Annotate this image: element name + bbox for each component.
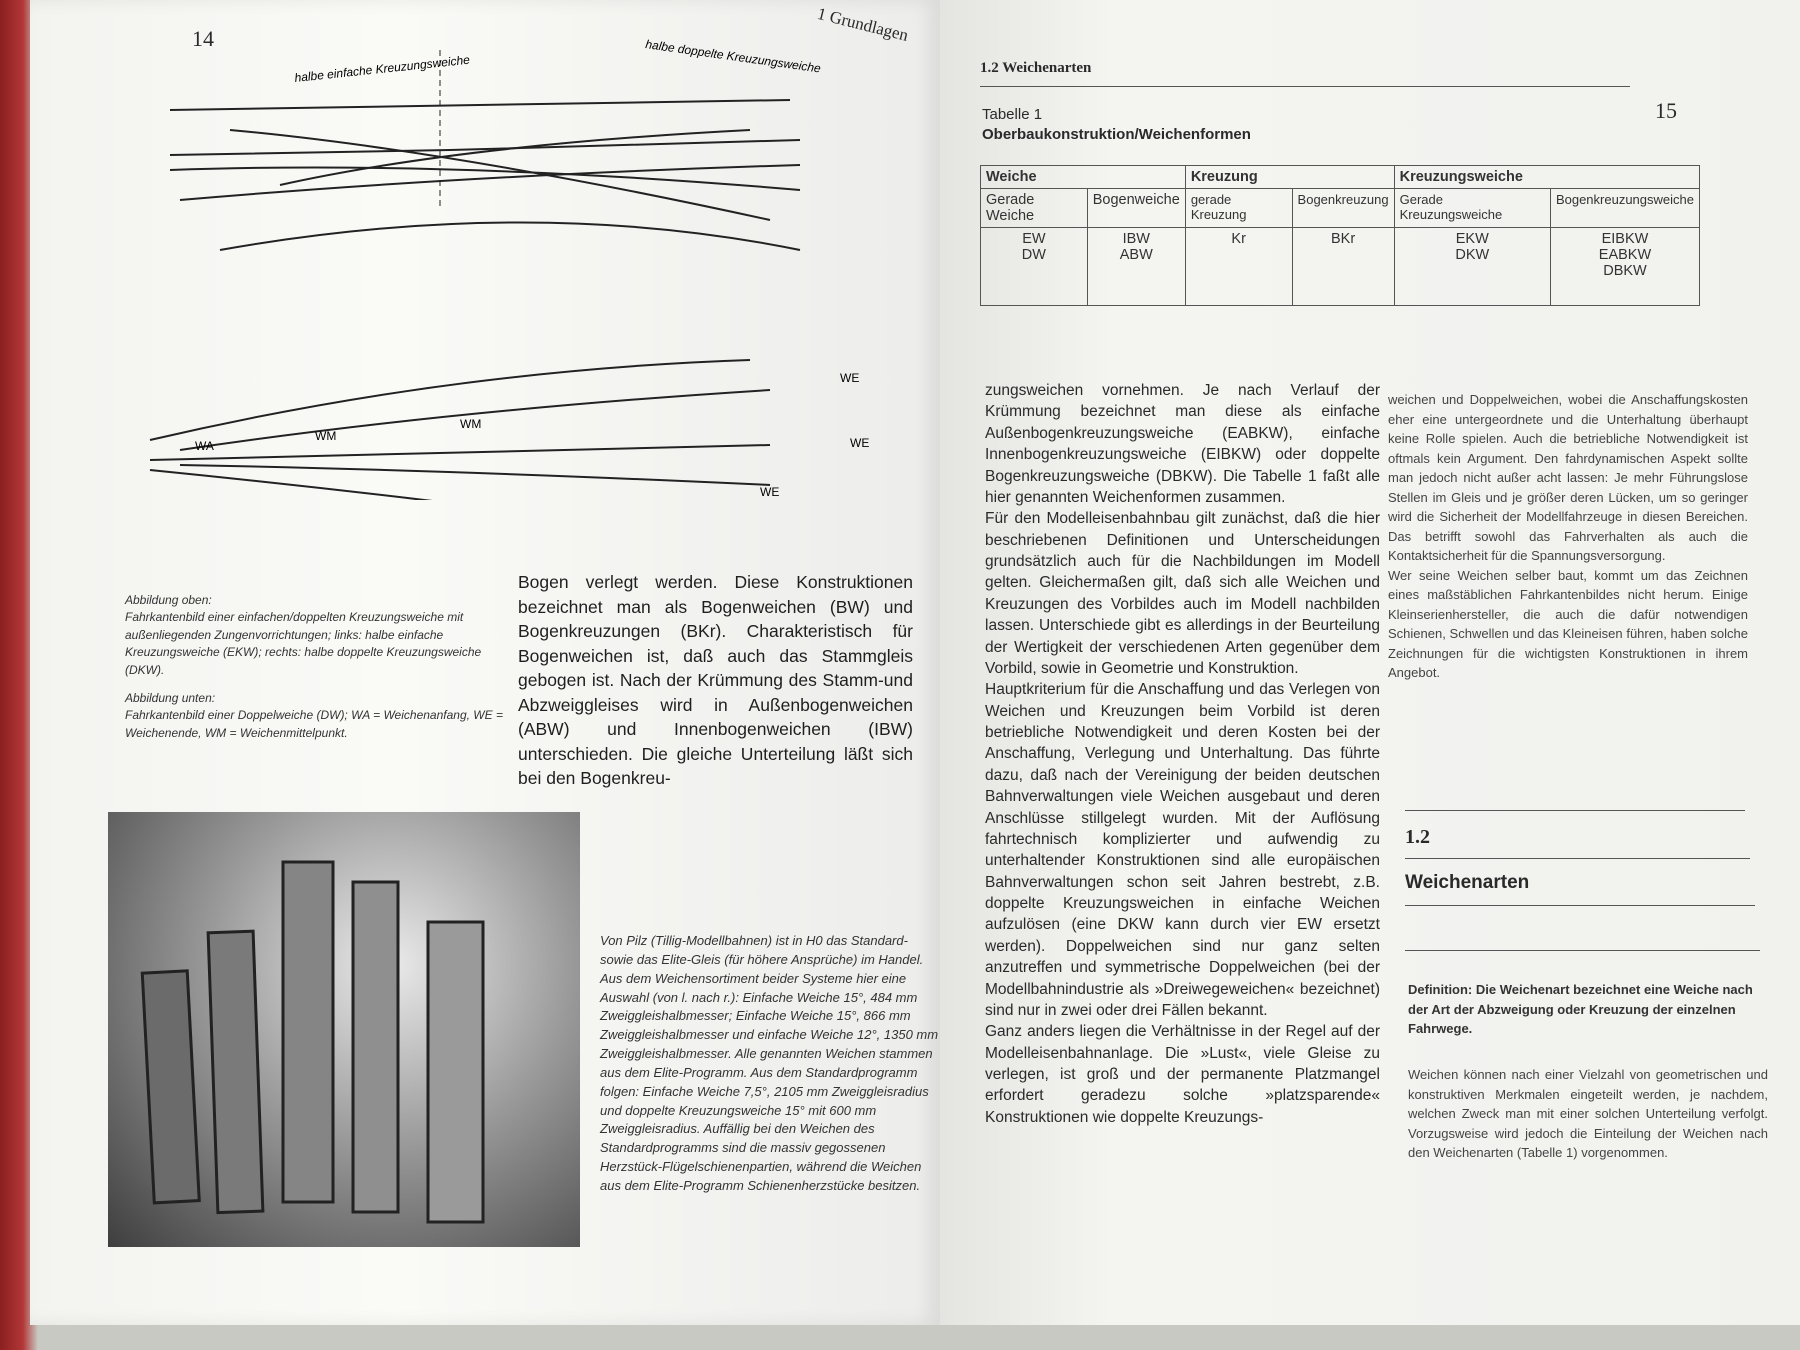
table-subheader: Gerade Weiche — [981, 189, 1088, 228]
table-subheader: Bogenkreuzungsweiche — [1550, 189, 1699, 228]
figure-label-wa: WA — [195, 439, 214, 453]
figure-label-wm: WM — [315, 429, 337, 443]
caption-bottom-text: Fahrkantenbild einer Doppelweiche (DW); WA = Weichenanfang, WE = Weichenende, WM = Weichenmittelpunkt. — [125, 708, 503, 740]
section-number: 1.2 — [1405, 826, 1430, 848]
running-head-right: 1.2 Weichenarten — [980, 60, 1092, 76]
section-body-text: Weichen können nach einer Vielzahl von geometrischen und konstruktiven Merkmalen eingeteilt werden, je nachdem, welchen Zweck man mit einer solchen Unterteilung verfolgt. Vorzugsweise wird jedoch die Einteilung der Weichen nach den Weichenarten (Tabelle 1) vorgenommen. — [1408, 1067, 1768, 1160]
track-edge — [150, 445, 770, 460]
photo-caption: Von Pilz (Tillig-Modellbahnen) ist in H0 das Standard- sowie das Elite-Gleis (für höhere Ansprüche) im Handel. Aus dem Weichensortiment beider Systeme hier eine Auswahl (von l. nach r.): Einfache Weiche 15°, 484 mm Zweiggleishalbmesser; Einfache Weiche 15°, 866 mm Zweiggleishalbmesser und einfache Weiche 12°, 1350 mm Zweiggleishalbmesser. Alle genannten Weichen stammen aus dem Elite-Programm. Aus dem Standardprogramm folgen: Einfache Weiche 7,5°, 2105 mm Zweiggleisradius und doppelte Kreuzungsweiche 15° mit 600 mm Zweiggleisradius. Auffällig bei den Weichen des Standardprogramms sind die massiv gegossenen Herzstück-Flügelschienenpartien, während die Weichen aus dem Elite-Programm Schienenherzstücke besitzen. — [600, 933, 939, 1193]
section-rule — [1405, 858, 1750, 859]
table-weichenformen — [980, 165, 1700, 306]
page-number-left: 14 — [192, 26, 214, 51]
figure-crossing-switch — [30, 0, 940, 500]
track-edge — [220, 223, 800, 251]
running-head-left: 1 Grundlagen — [815, 4, 911, 45]
turnout-model — [283, 862, 333, 1202]
table-subheader: gerade Kreuzung — [1185, 189, 1292, 228]
left-body-text: Bogen verlegt werden. Diese Konstruktionen bezeichnet man als Bogenweichen (BW) und Bogenkreuzungen (BKr). Charakteristisch für Bogenweichen ist, daß auch das Stammgleis gebogen ist. Nach der Krümmung des Stamm-und Abzweiggleises wird in Außenbogenweichen (ABW) und Innenbogenweichen (IBW) unterschieden. Die gleiche Unterteilung läßt sich bei den Bogenkreu- — [518, 572, 913, 788]
right-column-1-text: zungsweichen vornehmen. Je nach Verlauf der Krümmung bezeichnet man diese als einfache Außenbogenkreuzungsweiche (EABKW), einfache Innenbogenkreuzungsweiche (EIBKW) oder doppelte Bogenkreuzungsweiche (DBKW). Die Tabelle 1 faßt alle hier genannten Weichenformen zusammen. Für den Modelleisenbahnbau gilt zunächst, daß die hier beschriebenen Definitionen und Unterscheidungen grundsätzlich auch für die Nachbildungen im Modell gelten. Gleichermaßen gilt, daß sich alle Weichen und Kreuzungen des Vorbildes auch im Modell nachbilden lassen. Unterschiede gibt es allerdings in der Beurteilung der Wertigkeit der verschiedenen Arten gegenüber dem Vorbild, sowie in Geometrie und Konstruktion. Hauptkriterium für die Anschaffung und das Verlegen von Weichen und Kreuzungen beim Vorbild ist deren betriebliche Notwendigkeit und deren Kosten bei der Anschaffung, Verlegung und Unterhaltung. Das führte dazu, daß nach der Vereinigung der beiden deutschen Bahnverwaltungen viele Weichen ausgebaut und deren Anschlüsse stillgelegt wurden. Mit der Auflösung fahrtechnisch komplizierter und aufwendig zu unterhaltender Konstruktionen sind alle europäischen Bahnverwaltungen schon seit Jahren bestrebt, z.B. doppelte Kreuzungsweichen in einfache Weichen aufzulösen (eine DKW kann durch vier EW ersetzt werden). Doppelweichen sind nur ganz selten anzutreffen und symmetrische Doppelweichen (bei der Modellbahnindustrie als »Dreiwegeweichen« bezeichnet) sind nur in zwei oder drei Fällen bekannt. Ganz anders liegen die Verhältnisse in der Regel auf der Modelleisenbahnanlage. Die »Lust«, viele Gleise zu verlegen, ist groß und der permanente Platzmangel erfordert geradezu solche »platzsparende« Konstruktionen wie doppelte Kreuzungs- — [985, 382, 1380, 1126]
product-photo — [108, 812, 580, 1247]
page-number-right: 15 — [1655, 98, 1677, 123]
figure-label-wm: WM — [460, 417, 482, 431]
table-group-header: Kreuzung — [1185, 166, 1394, 189]
caption-bottom-title: Abbildung unten: — [125, 691, 216, 705]
figure-label-we: WE — [760, 485, 780, 499]
right-column-2-text: weichen und Doppelweichen, wobei die Anschaffungskosten eher eine untergeordnete und die Unterhaltung überhaupt keine Rolle spielen. Auch die betriebliche Notwendigkeit ist oftmals kein Argument. Den fahrdynamischen Aspekt sollte man jedoch nicht außer acht lassen: Je mehr Führungslose Stellen im Gleis und je größer deren Lücken, um so geringer wird die Sicherheit der Modellfahrzeuge in diesen Bereichen. Das betrifft sowohl das Fahrverhalten als auch die Kontaktsicherheit für die Spannungsversorgung. Wer seine Weichen selber baut, kommt um das Zeichnen eines maßstäblichen Fahrkantenbildes nicht herum. Einige Kleinserienhersteller, die auch die dafür notwendigen Schienen, Schwellen und das Kleineisen führen, haben solche Zeichnungen für die wichtigsten Konstruktionen in ihrem Angebot. — [1388, 392, 1748, 680]
section-rule — [1405, 950, 1760, 951]
section-title: Weichenarten — [1405, 872, 1530, 893]
table-title: Oberbaukonstruktion/Weichenformen — [982, 126, 1251, 143]
track-edge — [150, 470, 730, 500]
table-cell: EIBKW EABKW DBKW — [1550, 228, 1699, 306]
table-cell: EKW DKW — [1394, 228, 1550, 306]
definition-text: Definition: Die Weichenart bezeichnet eine Weiche nach der Art der Abzweigung oder Kreuzung der einzelnen Fahrwege. — [1408, 982, 1753, 1036]
table-subheader: Bogenweiche — [1087, 189, 1185, 228]
figure-label-we: WE — [840, 371, 860, 385]
figure-dimension-line — [170, 100, 790, 110]
turnout-model — [208, 931, 263, 1212]
table-cell: Kr — [1185, 228, 1292, 306]
section-rule — [1405, 810, 1745, 811]
table-group-header: Weiche — [981, 166, 1186, 189]
table-subheader: Gerade Kreuzungsweiche — [1394, 189, 1550, 228]
figure-label-left: halbe einfache Kreuzungsweiche — [293, 52, 471, 85]
left-page — [30, 0, 940, 1325]
caption-top-title: Abbildung oben: — [125, 593, 212, 607]
table-label: Tabelle 1 — [982, 106, 1043, 123]
turnout-model — [353, 882, 398, 1212]
table-group-header: Kreuzungsweiche — [1394, 166, 1699, 189]
figure-label-right: halbe doppelte Kreuzungsweiche — [644, 37, 822, 76]
caption-top-text: Fahrkantenbild einer einfachen/doppelten Kreuzungsweiche mit außenliegenden Zungenvorrichtungen; links: halbe einfache Kreuzungsweiche (EKW); rechts: halbe doppelte Kreuzungsweiche (DKW). — [125, 610, 482, 677]
figure-label-we: WE — [850, 436, 870, 450]
track-edge — [170, 140, 800, 155]
section-rule — [1405, 905, 1755, 906]
table-cell: BKr — [1292, 228, 1394, 306]
table-cell: IBW ABW — [1087, 228, 1185, 306]
caption-bottom — [125, 690, 515, 742]
caption-top — [125, 592, 515, 679]
right-page — [940, 0, 1800, 1325]
turnout-model — [428, 922, 483, 1222]
track-edge — [150, 360, 750, 440]
header-rule — [980, 86, 1630, 87]
table-cell: EW DW — [981, 228, 1088, 306]
turnout-model — [142, 971, 199, 1203]
table-subheader: Bogenkreuzung — [1292, 189, 1394, 228]
turnout-models-image — [108, 812, 580, 1247]
